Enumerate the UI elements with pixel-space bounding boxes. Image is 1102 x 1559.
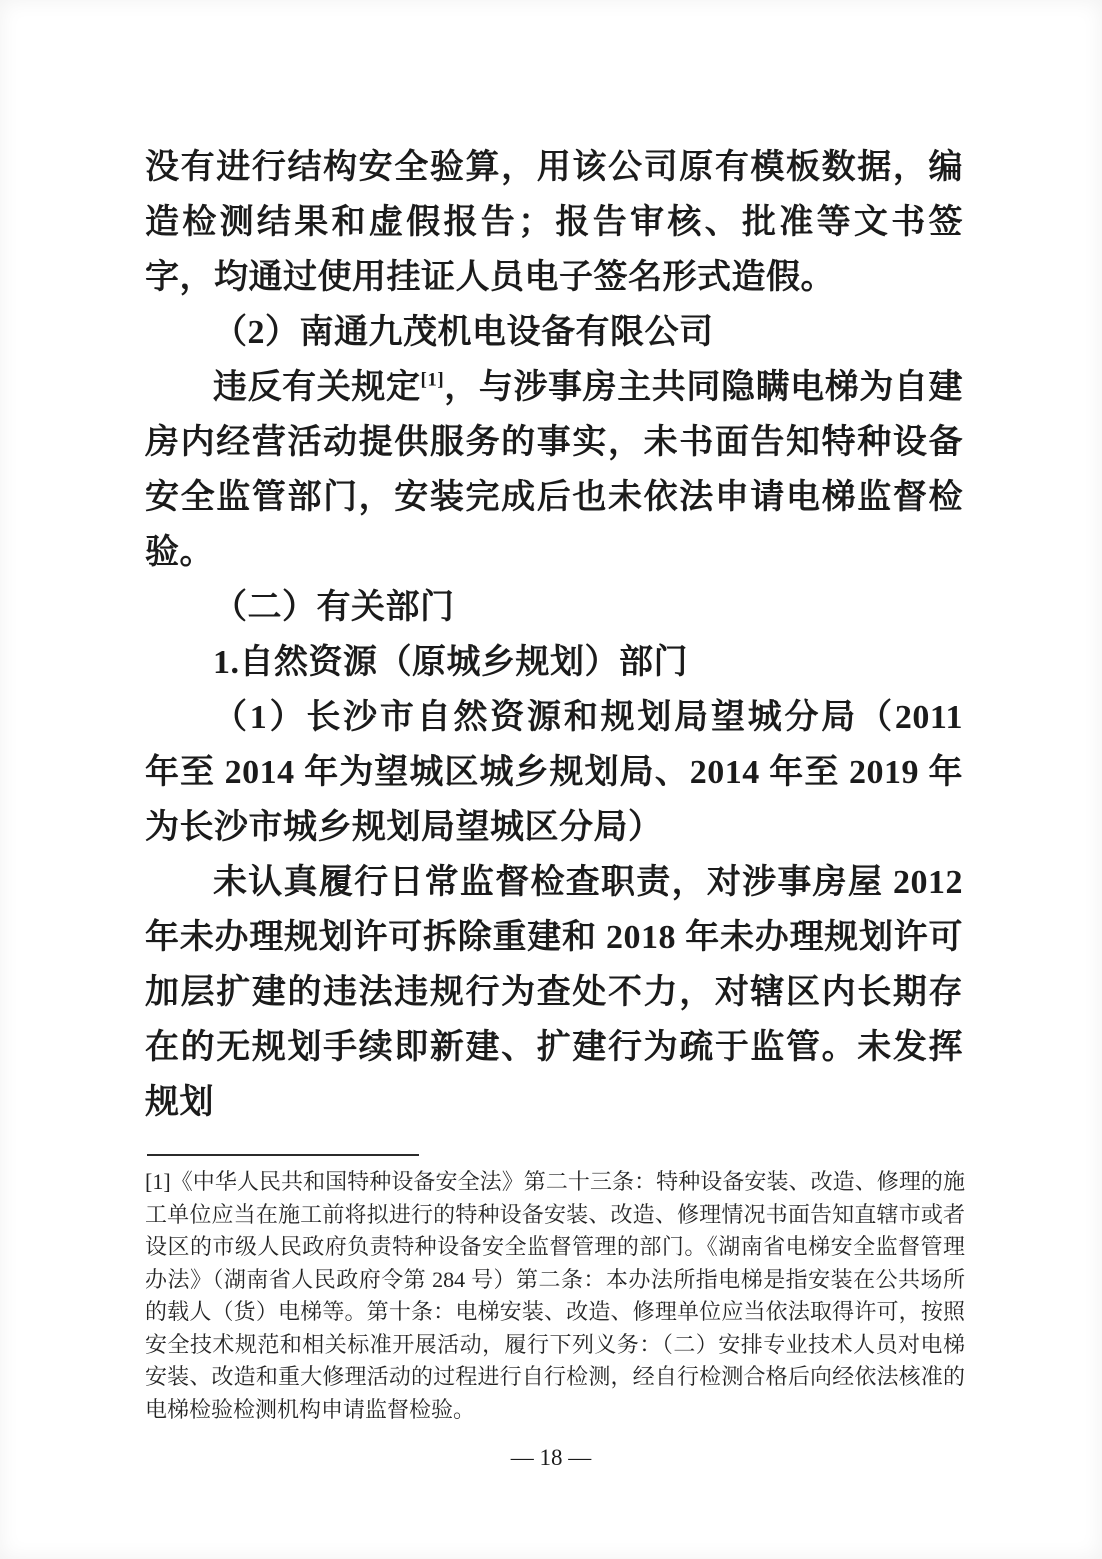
footnote-1 — [145, 1166, 965, 1426]
footnote-marker: [1] — [145, 1169, 171, 1194]
subsection-heading-natural-resources: 1.自然资源（原城乡规划）部门 — [213, 644, 688, 681]
section-heading-related-departments: （二）有关部门 — [213, 589, 455, 626]
paragraph-with-footnote-ref — [145, 360, 963, 580]
paragraph-bureau-heading: （1）长沙市自然资源和规划局望城分局（2011 年至 2014 年为望城区城乡规划局、2014 年至 2019 年为长沙市城乡规划局望城区分局） — [145, 699, 963, 846]
footnote-separator — [147, 1154, 419, 1156]
paragraph-text-after-ref: ，与涉事房主共同隐瞒电梯为自建房内经营活动提供服务的事实，未书面告知特种设备安全监管部门，安装完成后也未依法申请电梯监督检验。 — [145, 369, 964, 571]
paragraph-text-before-ref: 违反有关规定 — [213, 369, 421, 406]
footnote-text: 《中华人民共和国特种设备安全法》第二十三条：特种设备安装、改造、修理的施工单位应当在施工前将拟进行的特种设备安装、改造、修理情况书面告知直辖市或者设区的市级人民政府负责特种设备安全监督管理的部门。《湖南省电梯安全监督管理办法》（湖南省人民政府令第 284 号）第二条：本办法所指电梯是指安装在公共场所的载人（货）电梯等。第十条：电梯安装、改造、修理单位应当依法取得许可，按照安全技术规范和相关标准开展活动，履行下列义务：（二）安排专业技术人员对电梯安装、改造和重大修理活动的过程进行自行检测，经自行检测合格后向经依法核准的电梯检验检测机构申请监督检验。 — [145, 1169, 965, 1422]
document-body — [145, 140, 963, 1130]
page-number: — 18 — — [510, 1445, 592, 1470]
paragraph-findings: 未认真履行日常监督检查职责，对涉事房屋 2012 年未办理规划许可拆除重建和 2018 年未办理规划许可加层扩建的违法违规行为查处不力，对辖区内长期存在的无规划手续即新建、扩建行为疏于监管。未发挥规划 — [145, 864, 963, 1121]
paragraph-company-heading: （2）南通九茂机电设备有限公司 — [213, 314, 714, 351]
paragraph-continuation: 没有进行结构安全验算，用该公司原有模板数据，编造检测结果和虚假报告；报告审核、批准等文书签字，均通过使用挂证人员电子签名形式造假。 — [145, 149, 963, 296]
footnote-ref-1: [1] — [420, 369, 445, 391]
